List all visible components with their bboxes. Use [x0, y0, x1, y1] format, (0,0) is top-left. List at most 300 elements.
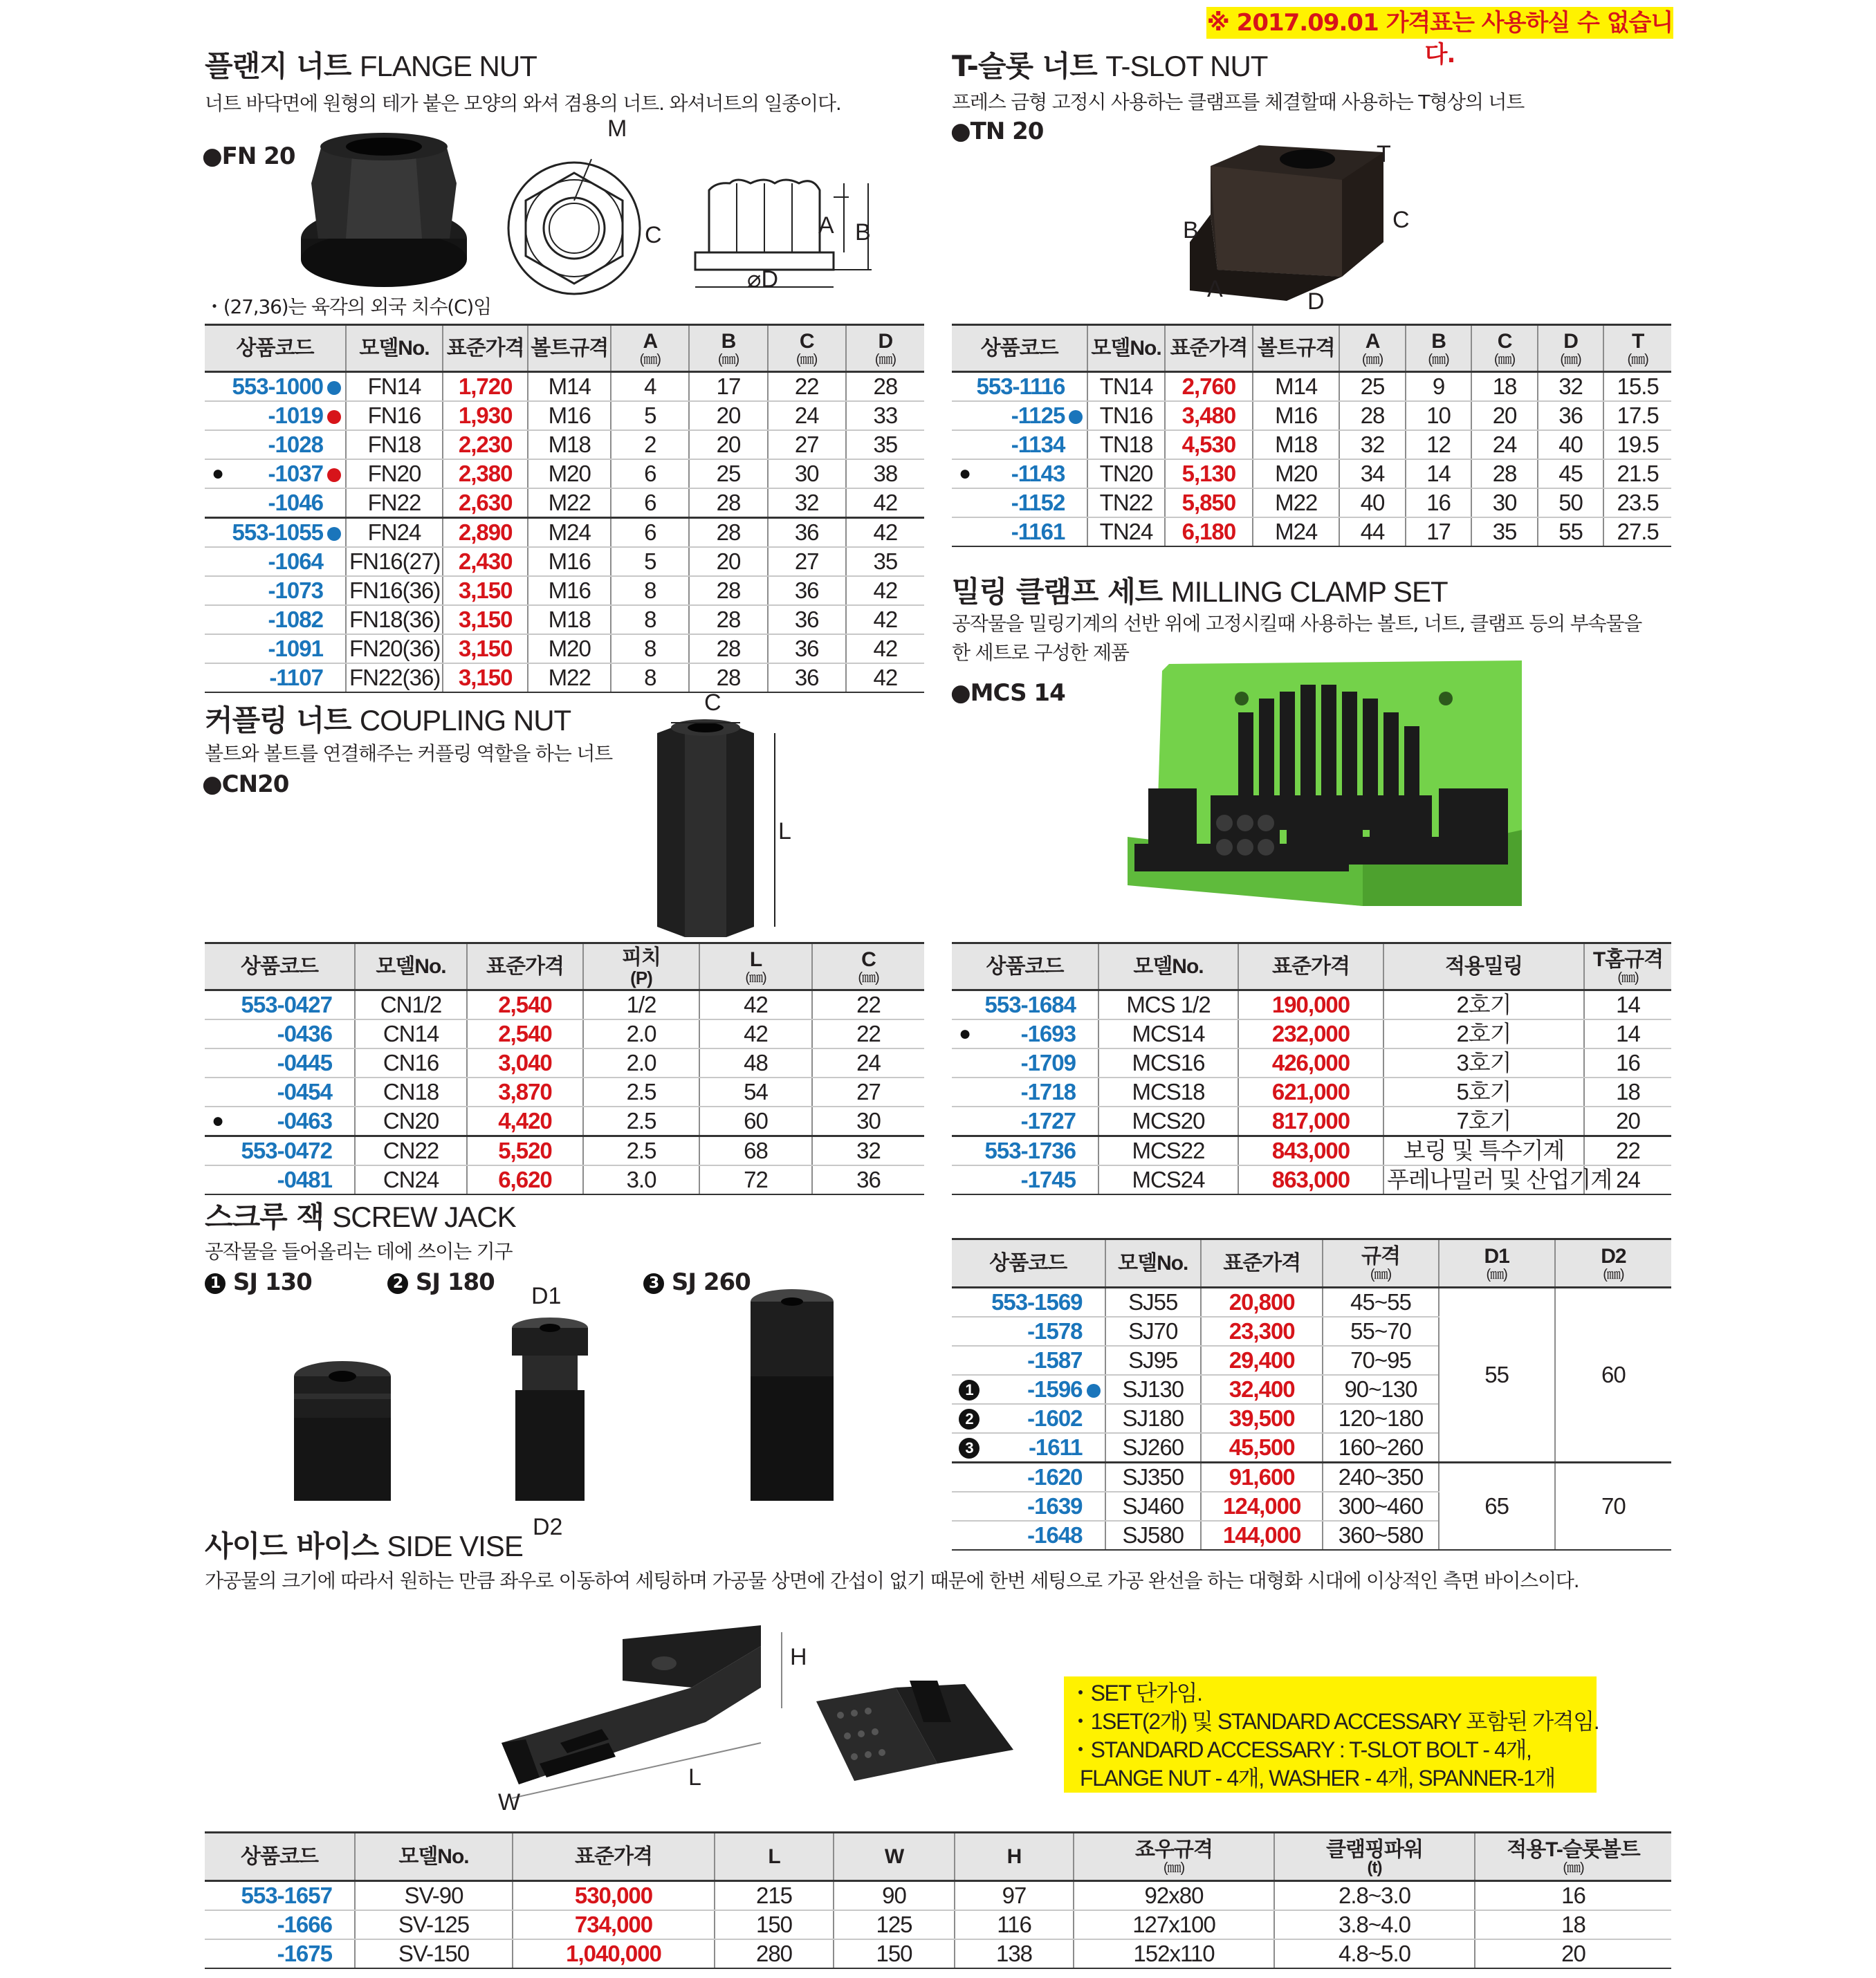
col-header-bolt: 볼트규격 [528, 325, 611, 372]
product-code-cell [952, 1463, 1105, 1492]
dim-label-c: C [1392, 207, 1410, 233]
dim-b-cell: 28 [689, 518, 767, 548]
col-header-jaw: 죠우규격 (㎜) [1074, 1833, 1274, 1881]
spec-cell: 240~350 [1323, 1463, 1438, 1492]
table-row [205, 1078, 924, 1107]
spec-cell: 120~180 [1323, 1404, 1438, 1433]
product-code-cell [205, 1939, 355, 1968]
table-row [952, 1078, 1671, 1107]
col-header-apply: 적용밀링 [1383, 943, 1584, 990]
bolt-cell: M22 [528, 663, 611, 692]
price-cell: 5,130 [1165, 459, 1253, 488]
dim-label-c: C [645, 222, 662, 248]
product-code-cell [205, 518, 346, 548]
table-row [952, 1048, 1671, 1078]
product-code-cell [205, 1910, 355, 1939]
spec-cell: 360~580 [1323, 1521, 1438, 1550]
model-cell: MCS18 [1098, 1078, 1238, 1107]
dim-b-cell: 17 [1406, 517, 1472, 546]
model-cell: FN20(36) [346, 634, 443, 663]
jaw-cell: 92x80 [1074, 1881, 1274, 1911]
col-header-a: A (㎜) [611, 325, 689, 372]
product-code: -1693 [1020, 1021, 1076, 1046]
dim-a-cell: 6 [611, 518, 689, 548]
col-header-c: C (㎜) [812, 943, 924, 990]
table-row [205, 518, 924, 548]
col-header-pitch: 피치 (P) [583, 943, 699, 990]
dim-label-a: A [818, 212, 834, 239]
col-header-price: 표준가격 [443, 325, 528, 372]
model-cell: SJ130 [1105, 1375, 1201, 1404]
dim-t-cell: 17.5 [1603, 401, 1671, 430]
spec-cell: 160~260 [1323, 1433, 1438, 1463]
col-header-a: A (㎜) [1339, 325, 1406, 372]
col-header-d2: D2 (㎜) [1555, 1239, 1671, 1288]
dim-c-cell: 36 [768, 605, 846, 634]
table-row [952, 1463, 1671, 1492]
col-header-c: C (㎜) [1471, 325, 1538, 372]
product-code: -1611 [1028, 1434, 1083, 1460]
dim-c-cell: 30 [812, 1107, 924, 1136]
product-code-cell [952, 1492, 1105, 1521]
price-cell: 29,400 [1201, 1346, 1323, 1375]
stock-mark: ● [959, 462, 971, 485]
dim-h-cell: 97 [955, 1881, 1074, 1911]
model-cell: CN24 [355, 1165, 467, 1194]
dim-c-cell: 22 [812, 990, 924, 1020]
dim-t-cell: 21.5 [1603, 459, 1671, 488]
side-vise-price-table [205, 1831, 1671, 1969]
table-row [952, 1136, 1671, 1166]
product-code: 553-1657 [241, 1883, 332, 1908]
dim-d1-cell: 55 [1439, 1288, 1555, 1463]
price-cell: 1,040,000 [513, 1939, 715, 1968]
dim-d-cell: 32 [1538, 372, 1604, 402]
model-cell: FN16(27) [346, 547, 443, 576]
product-code: -1152 [1011, 490, 1065, 515]
model-cell: SJ460 [1105, 1492, 1201, 1521]
bolt-cell: M20 [528, 459, 611, 488]
dim-a-cell: 6 [611, 459, 689, 488]
apply-cell: 7호기 [1383, 1107, 1584, 1136]
product-code: -1666 [277, 1912, 332, 1937]
price-cell: 621,000 [1238, 1078, 1383, 1107]
dim-c-cell: 22 [812, 1019, 924, 1048]
model-cell: SJ95 [1105, 1346, 1201, 1375]
product-code-cell [205, 459, 346, 488]
table-row [952, 1107, 1671, 1136]
table-row [205, 663, 924, 692]
price-cell: 20,800 [1201, 1288, 1323, 1318]
model-cell: SV-150 [355, 1939, 513, 1968]
t-slot-cell: 22 [1584, 1136, 1671, 1166]
table-row [205, 1136, 924, 1166]
model-cell: SJ70 [1105, 1317, 1201, 1346]
dim-d-cell: 40 [1538, 430, 1604, 459]
dim-l-cell: 42 [699, 990, 812, 1020]
product-code: -1028 [268, 432, 323, 457]
dim-b-cell: 17 [689, 372, 767, 402]
model-cell: SJ180 [1105, 1404, 1201, 1433]
dim-label-w: W [498, 1789, 521, 1815]
t-slot-bolt-cell: 18 [1475, 1910, 1671, 1939]
bolt-cell: M16 [528, 547, 611, 576]
price-cell: 39,500 [1201, 1404, 1323, 1433]
bolt-cell: M24 [1253, 517, 1339, 546]
price-cell: 23,300 [1201, 1317, 1323, 1346]
product-code: -0436 [277, 1021, 332, 1046]
model-cell: MCS22 [1098, 1136, 1238, 1166]
product-code-cell [205, 401, 346, 430]
bolt-cell: M14 [1253, 372, 1339, 402]
price-cell: 232,000 [1238, 1019, 1383, 1048]
price-cell: 124,000 [1201, 1492, 1323, 1521]
pitch-cell: 2.0 [583, 1019, 699, 1048]
dim-label-m: M [607, 115, 627, 142]
product-code-cell [952, 517, 1087, 546]
dim-label-b: B [855, 219, 871, 246]
dim-label-l: L [778, 818, 791, 844]
dim-a-cell: 28 [1339, 401, 1406, 430]
price-cell: 530,000 [513, 1881, 715, 1911]
t-slot-cell: 14 [1584, 1019, 1671, 1048]
table-row [952, 372, 1671, 402]
product-code-cell [952, 1288, 1105, 1318]
dim-b-cell: 28 [689, 634, 767, 663]
dim-d-cell: 55 [1538, 517, 1604, 546]
dim-c-cell: 20 [1471, 401, 1538, 430]
clamp-power-cell: 2.8~3.0 [1274, 1881, 1475, 1911]
model-cell: TN14 [1087, 372, 1164, 402]
product-code: -1727 [1020, 1108, 1076, 1134]
red-dot-icon [327, 468, 341, 482]
dim-a-cell: 34 [1339, 459, 1406, 488]
product-code: -1745 [1020, 1167, 1076, 1192]
model-cell: CN1/2 [355, 990, 467, 1020]
dim-c-cell: 27 [768, 430, 846, 459]
model-cell: SV-90 [355, 1881, 513, 1911]
model-cell: FN16 [346, 401, 443, 430]
dim-d2-cell: 70 [1555, 1463, 1671, 1551]
product-code-cell [205, 634, 346, 663]
product-code-cell [205, 372, 346, 402]
screw-jack-price-table [952, 1238, 1671, 1551]
product-code: -1091 [268, 636, 323, 661]
milling-clamp-desc-1: 공작물을 밀링기계의 선반 위에 고정시킬때 사용하는 볼트, 너트, 클램프 등의 부속물을 [952, 612, 1642, 635]
stock-mark: ● [959, 1022, 971, 1045]
price-cell: 3,870 [467, 1078, 583, 1107]
col-header-code: 상품코드 [205, 325, 346, 372]
flange-nut-top-view-drawing [498, 138, 657, 297]
bolt-cell: M20 [1253, 459, 1339, 488]
product-code-cell [952, 1521, 1105, 1550]
table-row [205, 372, 924, 402]
product-code: -1073 [268, 577, 323, 603]
product-code: -1709 [1020, 1050, 1076, 1075]
screw-jack-title: 스크루 잭 SCREW JACK [205, 1200, 516, 1234]
product-code-cell [952, 1375, 1105, 1404]
pitch-cell: 2.5 [583, 1107, 699, 1136]
tslot-nut-price-table [952, 324, 1671, 547]
screw-jack-model-2: 2 SJ 180 [387, 1267, 495, 1297]
dim-label-h: H [790, 1644, 807, 1670]
dim-c-cell: 30 [768, 459, 846, 488]
dim-h-cell: 116 [955, 1910, 1074, 1939]
blue-dot-icon [1087, 1384, 1101, 1398]
price-notice-banner: ※ 2017.09.01 가격표는 사용하실 수 없습니다. [1206, 7, 1673, 39]
dim-b-cell: 9 [1406, 372, 1472, 402]
table-row [205, 1165, 924, 1194]
dim-label-l: L [688, 1764, 701, 1791]
model-cell: FN22(36) [346, 663, 443, 692]
product-code-cell [205, 1078, 355, 1107]
flange-nut-photo [287, 131, 481, 290]
product-code-cell [952, 990, 1098, 1020]
dim-c-cell: 36 [768, 663, 846, 692]
dim-t-cell: 19.5 [1603, 430, 1671, 459]
dim-w-cell: 125 [834, 1910, 955, 1939]
col-header-l: L [715, 1833, 834, 1881]
model-cell: MCS 1/2 [1098, 990, 1238, 1020]
price-cell: 2,760 [1165, 372, 1253, 402]
dim-c-cell: 36 [812, 1165, 924, 1194]
model-cell: FN18(36) [346, 605, 443, 634]
product-code: 553-1684 [984, 992, 1076, 1017]
pitch-cell: 2.0 [583, 1048, 699, 1078]
dim-b-cell: 28 [689, 488, 767, 518]
dim-l-cell: 72 [699, 1165, 812, 1194]
col-header-price: 표준가격 [513, 1833, 715, 1881]
note-line-4: FLANGE NUT - 4개, WASHER - 4개, SPANNER-1개 [1069, 1766, 1555, 1791]
pitch-cell: 1/2 [583, 990, 699, 1020]
dim-c-cell: 27 [812, 1078, 924, 1107]
col-header-price: 표준가격 [1165, 325, 1253, 372]
product-code-cell [952, 1019, 1098, 1048]
dim-a-cell: 5 [611, 547, 689, 576]
dim-t-cell: 27.5 [1603, 517, 1671, 546]
t-slot-cell: 18 [1584, 1078, 1671, 1107]
dim-b-cell: 20 [689, 401, 767, 430]
dim-c-cell: 32 [768, 488, 846, 518]
coupling-nut-desc: 볼트와 볼트를 연결해주는 커플링 역할을 하는 너트 [205, 742, 613, 765]
price-cell: 863,000 [1238, 1165, 1383, 1194]
tslot-nut-title: T-슬롯 너트 T-SLOT NUT [952, 49, 1268, 83]
product-code: 553-1736 [984, 1138, 1076, 1163]
product-code-cell [952, 459, 1087, 488]
bolt-cell: M22 [1253, 488, 1339, 517]
dim-w-cell: 150 [834, 1939, 955, 1968]
dim-label-d: D [1307, 288, 1325, 315]
dim-c-cell: 36 [768, 576, 846, 605]
product-code: -1639 [1027, 1493, 1083, 1519]
dim-d2-cell: 60 [1555, 1288, 1671, 1463]
note-line-2: ・1SET(2개) 및 STANDARD ACCESSARY 포함된 가격임. [1069, 1709, 1599, 1734]
table-row [952, 430, 1671, 459]
t-slot-cell: 20 [1584, 1107, 1671, 1136]
dim-c-cell: 28 [1471, 459, 1538, 488]
dim-d-cell: 45 [1538, 459, 1604, 488]
model-cell: TN16 [1087, 401, 1164, 430]
product-code-cell [205, 990, 355, 1020]
table-row [205, 430, 924, 459]
bolt-cell: M18 [1253, 430, 1339, 459]
side-vise-photo [498, 1605, 802, 1812]
price-cell: 734,000 [513, 1910, 715, 1939]
dim-l-cell: 60 [699, 1107, 812, 1136]
side-vise-jaw-photo [813, 1681, 1020, 1784]
screw-jack-1-photo [291, 1356, 394, 1508]
coupling-nut-price-table [205, 942, 924, 1195]
dim-l-cell: 215 [715, 1881, 834, 1911]
dim-l-cell: 150 [715, 1910, 834, 1939]
product-code: -1019 [268, 403, 323, 428]
price-cell: 45,500 [1201, 1433, 1323, 1463]
product-code: -1596 [1027, 1376, 1083, 1402]
product-code: -1620 [1027, 1464, 1083, 1490]
col-header-t-slot-bolt: 적용T-슬롯볼트 (㎜) [1475, 1833, 1671, 1881]
product-code: -0481 [277, 1167, 332, 1192]
col-header-h: H [955, 1833, 1074, 1881]
pitch-cell: 2.5 [583, 1078, 699, 1107]
price-cell: 3,040 [467, 1048, 583, 1078]
dim-d-cell: 42 [846, 488, 924, 518]
spec-cell: 70~95 [1323, 1346, 1438, 1375]
dim-d-cell: 42 [846, 605, 924, 634]
milling-clamp-model: ●MCS 14 [950, 679, 1065, 707]
dim-b-cell: 28 [689, 605, 767, 634]
table-row [205, 1939, 1671, 1968]
flange-nut-price-table [205, 324, 924, 693]
pitch-cell: 3.0 [583, 1165, 699, 1194]
model-cell: SJ55 [1105, 1288, 1201, 1318]
dim-c-cell: 22 [768, 372, 846, 402]
dim-d-cell: 35 [846, 430, 924, 459]
product-code-cell [952, 488, 1087, 517]
dim-d-cell: 42 [846, 518, 924, 548]
stock-mark: ● [212, 1109, 224, 1132]
price-cell: 32,400 [1201, 1375, 1323, 1404]
product-code-cell [952, 372, 1087, 402]
table-row [205, 1048, 924, 1078]
dim-a-cell: 4 [611, 372, 689, 402]
dim-d-cell: 42 [846, 663, 924, 692]
tslot-nut-desc: 프레스 금형 고정시 사용하는 클램프를 체결할때 사용하는 T형상의 너트 [952, 91, 1525, 113]
price-cell: 2,540 [467, 1019, 583, 1048]
col-header-model: 모델No. [1098, 943, 1238, 990]
dim-d-cell: 35 [846, 547, 924, 576]
screw-jack-3-photo [747, 1286, 837, 1508]
table-row [205, 1881, 1671, 1911]
price-cell: 2,890 [443, 518, 528, 548]
product-code: 553-0427 [241, 992, 332, 1017]
dim-b-cell: 20 [689, 547, 767, 576]
product-code-cell [205, 1136, 355, 1166]
bolt-cell: M20 [528, 634, 611, 663]
dim-l-cell: 54 [699, 1078, 812, 1107]
col-header-l: L (㎜) [699, 943, 812, 990]
product-code-cell [952, 401, 1087, 430]
flange-nut-model: ●FN 20 [202, 142, 295, 170]
product-code-cell [952, 1165, 1098, 1194]
bolt-cell: M14 [528, 372, 611, 402]
price-cell: 5,850 [1165, 488, 1253, 517]
dim-d-cell: 38 [846, 459, 924, 488]
product-code: -1161 [1011, 519, 1065, 544]
dim-a-cell: 2 [611, 430, 689, 459]
model-cell: CN22 [355, 1136, 467, 1166]
apply-cell: 3호기 [1383, 1048, 1584, 1078]
col-header-code: 상품코드 [205, 943, 355, 990]
product-code: -0454 [277, 1079, 332, 1104]
col-header-spec: 규격 (㎜) [1323, 1239, 1438, 1288]
dim-d-cell: 28 [846, 372, 924, 402]
blue-dot-icon [1069, 410, 1083, 424]
product-code: -0445 [277, 1050, 332, 1075]
product-code-cell [205, 488, 346, 518]
product-code: -1587 [1027, 1347, 1083, 1373]
col-header-c: C (㎜) [768, 325, 846, 372]
model-cell: MCS24 [1098, 1165, 1238, 1194]
price-cell: 144,000 [1201, 1521, 1323, 1550]
col-header-d: D (㎜) [1538, 325, 1604, 372]
clamp-power-cell: 3.8~4.0 [1274, 1910, 1475, 1939]
coupling-nut-photo [643, 705, 796, 941]
product-code: -1578 [1027, 1318, 1083, 1344]
model-cell: FN16(36) [346, 576, 443, 605]
product-code-cell [952, 1107, 1098, 1136]
dim-t-cell: 15.5 [1603, 372, 1671, 402]
model-cell: SJ350 [1105, 1463, 1201, 1492]
col-header-b: B (㎜) [689, 325, 767, 372]
col-header-price: 표준가격 [467, 943, 583, 990]
product-code-cell [205, 1881, 355, 1911]
product-code-cell [205, 663, 346, 692]
col-header-code: 상품코드 [952, 943, 1098, 990]
col-header-model: 모델No. [1105, 1239, 1201, 1288]
model-cell: SJ580 [1105, 1521, 1201, 1550]
product-code: -1064 [268, 548, 323, 574]
model-cell: TN24 [1087, 517, 1164, 546]
col-header-code: 상품코드 [205, 1833, 355, 1881]
apply-cell: 2호기 [1383, 1019, 1584, 1048]
table-row [952, 1165, 1671, 1194]
dim-a-cell: 8 [611, 634, 689, 663]
model-cell: MCS14 [1098, 1019, 1238, 1048]
product-code-cell [205, 605, 346, 634]
col-header-w: W [834, 1833, 955, 1881]
spec-cell: 55~70 [1323, 1317, 1438, 1346]
flange-nut-side-view-drawing [688, 176, 882, 315]
apply-cell: 보링 및 특수기계 [1383, 1136, 1584, 1166]
stock-mark: 1 [959, 1376, 980, 1403]
col-header-b: B (㎜) [1406, 325, 1472, 372]
coupling-nut-title: 커플링 너트 COUPLING NUT [205, 703, 571, 737]
model-cell: TN18 [1087, 430, 1164, 459]
dim-a-cell: 6 [611, 488, 689, 518]
coupling-nut-model: ●CN20 [202, 770, 289, 798]
model-cell: FN22 [346, 488, 443, 518]
model-cell: CN16 [355, 1048, 467, 1078]
flange-nut-desc: 너트 바닥면에 원형의 테가 붙은 모양의 와셔 겸용의 너트. 와셔너트의 일종이다. [205, 92, 841, 115]
product-code-cell [952, 1136, 1098, 1166]
bolt-cell: M18 [528, 605, 611, 634]
screw-jack-desc: 공작물을 들어올리는 데에 쓰이는 기구 [205, 1240, 513, 1263]
product-code: -1125 [1011, 403, 1065, 428]
milling-clamp-set-photo [1114, 657, 1529, 941]
milling-clamp-desc-2: 한 세트로 구성한 제품 [952, 641, 1129, 664]
dim-label-a: A [1207, 276, 1223, 302]
pitch-cell: 2.5 [583, 1136, 699, 1166]
